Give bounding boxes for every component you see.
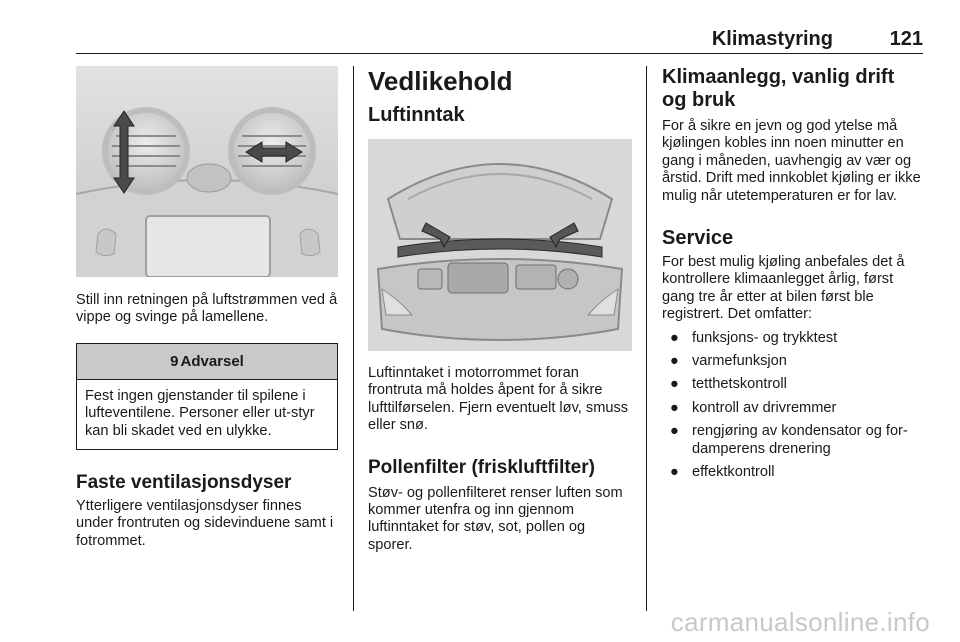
pollen-filter-text: Støv- og pollenfilteret renser luften som kommer utenfra og inn gjennom luftinntaket for støv, sot, pollen og sporer. <box>368 484 623 553</box>
bullet-icon: ● <box>670 376 679 393</box>
list-item: ● tetthetskontroll <box>670 376 787 393</box>
warning-triangle-icon: 9 <box>170 352 179 370</box>
header-title: Klimastyring <box>711 28 833 50</box>
engine-bay-illustration <box>368 139 632 351</box>
warning-header <box>77 344 337 380</box>
bullet-icon: ● <box>670 464 679 481</box>
maintenance-heading: Vedlikehold <box>368 66 513 96</box>
watermark: carmanualsonline.info <box>670 607 930 637</box>
left-column <box>76 66 338 550</box>
service-text: For best mulig kjøling anbefales det å kontrollere klimaanlegget årlig, først gang tre år etter at bilen først ble registrert. Det omfatter: <box>662 254 905 323</box>
list-item: ● rengjøring av kondensator og for-damperens drenering <box>670 423 908 457</box>
fixed-vents-text: Ytterligere ventilasjonsdyser finnes under frontruten og sidevinduene samt i fotrommet. <box>76 498 334 549</box>
list-item: ● varmefunksjon <box>670 353 787 370</box>
warning-text: Fest ingen gjenstander til spilene i lufteventilene. Personer eller ut-styr kan bli skadet ved en ulykke. <box>85 387 315 439</box>
right-column <box>662 66 924 488</box>
service-heading: Service <box>662 227 734 250</box>
vents-caption: Still inn retningen på luftstrømmen ved å vippe og svinge på lamellene. <box>76 292 338 326</box>
list-item: ● kontroll av drivremmer <box>670 399 837 416</box>
column-divider-2 <box>646 66 647 611</box>
list-item: ● effektkontroll <box>670 464 775 481</box>
bullet-icon: ● <box>670 399 679 416</box>
service-list <box>670 330 924 482</box>
air-vents-illustration <box>76 66 338 277</box>
engine-bay-drawing <box>368 139 632 351</box>
page-number: 121 <box>889 28 923 50</box>
bullet-icon: ● <box>670 353 679 370</box>
page-header <box>76 28 923 52</box>
column-divider-1 <box>353 66 354 611</box>
pollen-filter-heading: Pollenfilter (friskluftfilter) <box>368 456 595 478</box>
warning-title: Advarsel <box>180 352 244 370</box>
middle-column <box>368 66 632 554</box>
ac-operation-heading: Klimaanlegg, vanlig drift og bruk <box>662 66 895 111</box>
air-intake-heading: Luftinntak <box>368 104 465 126</box>
air-vents-drawing <box>76 66 338 277</box>
header-rule <box>76 53 923 54</box>
fixed-vents-heading: Faste ventilasjonsdyser <box>76 472 292 494</box>
warning-box <box>76 343 338 450</box>
bullet-icon: ● <box>670 329 679 346</box>
air-intake-caption: Luftinntaket i motorrommet foran frontruta må holdes åpent for å sikre lufttilførselen. Fjern eventuelt løv, smuss eller snø. <box>368 365 629 434</box>
list-item: ● funksjons- og trykktest <box>670 329 838 346</box>
bullet-icon: ● <box>670 423 679 440</box>
ac-operation-text: For å sikre en jevn og god ytelse må kjølingen kobles inn noen minutter en gang i måneden, uavhengig av vær og årstid. Drift med innkoblet kjøling er ikke mulig når utetemperaturen er for lav. <box>662 118 921 204</box>
